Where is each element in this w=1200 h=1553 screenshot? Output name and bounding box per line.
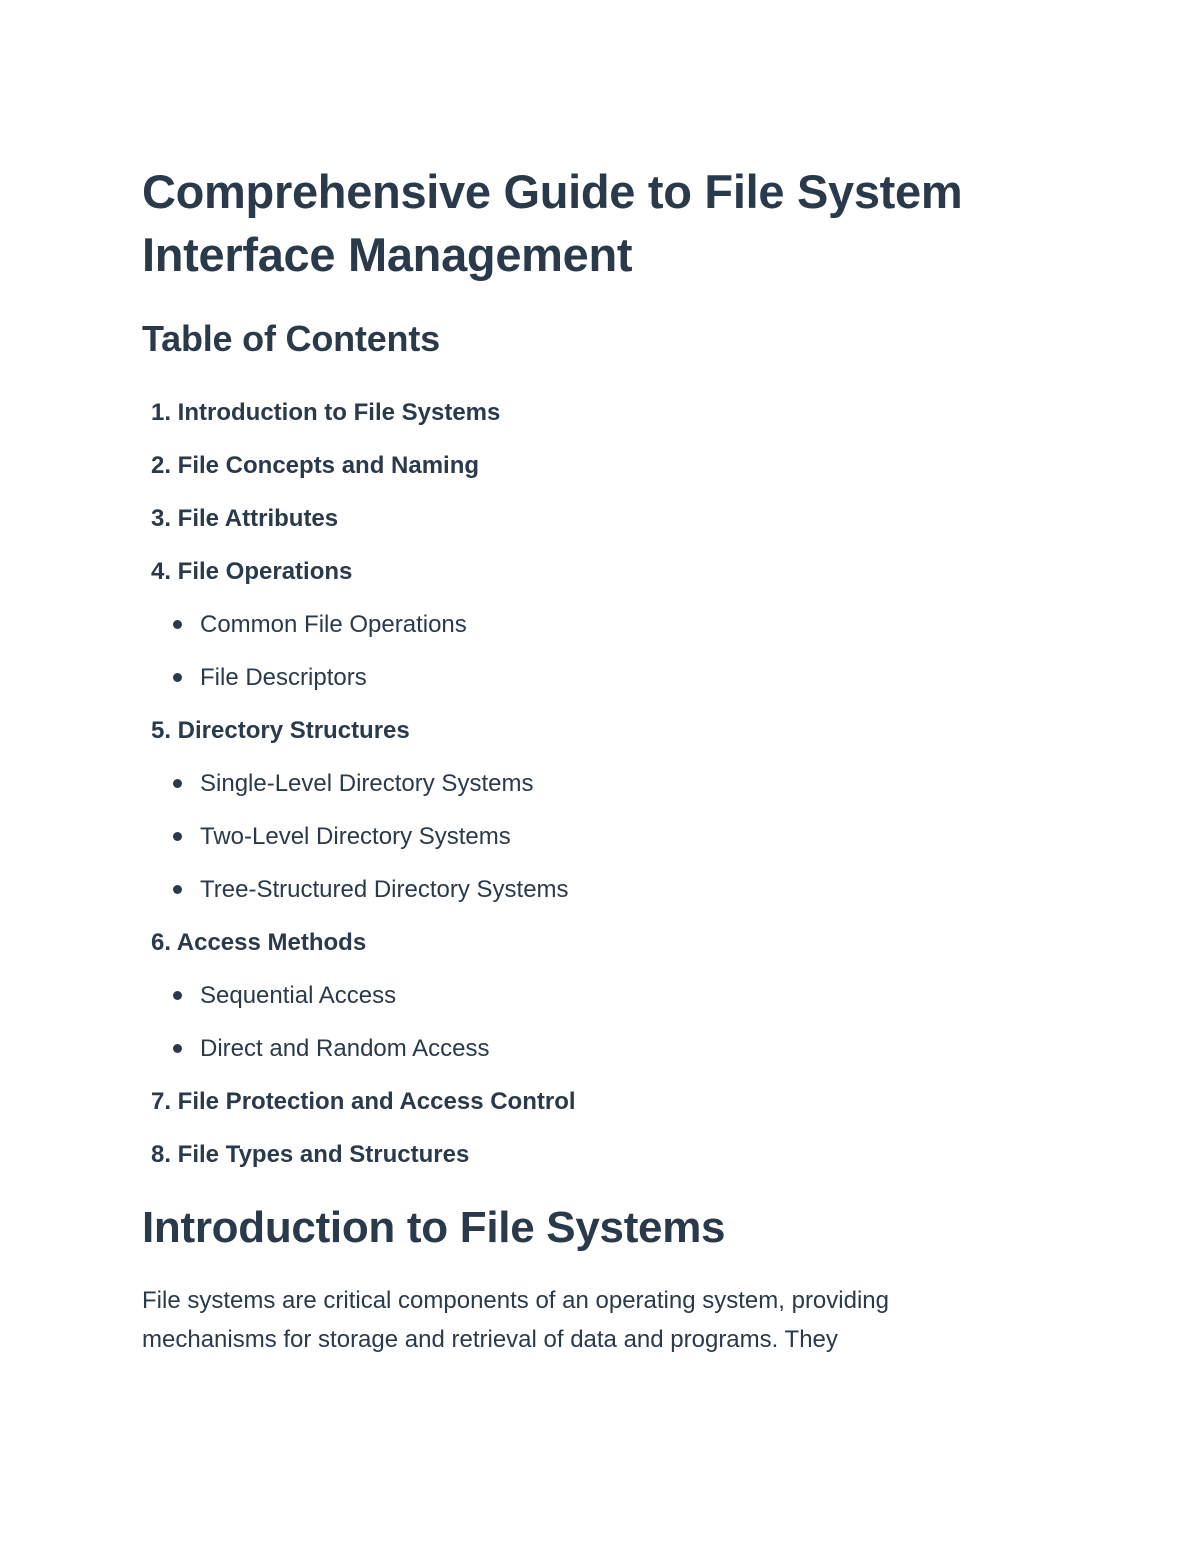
- toc-item-number: 7.: [150, 1088, 171, 1115]
- section-heading: Introduction to File Systems: [142, 1203, 726, 1252]
- toc-subitem-label[interactable]: Single-Level Directory Systems: [200, 770, 534, 797]
- intro-paragraph: File systems are critical components of an operating system, providing mechanisms for storage and retrieval of data and programs. They: [142, 1287, 889, 1353]
- toc-subitem-label[interactable]: Common File Operations: [200, 611, 467, 638]
- toc-item[interactable]: [142, 704, 1042, 916]
- toc-item[interactable]: [142, 916, 1042, 1075]
- toc-subitem[interactable]: [142, 810, 1042, 863]
- bullet-icon: [173, 885, 182, 894]
- toc-item-number: 8.: [150, 1141, 171, 1168]
- bullet-icon: [173, 991, 182, 1000]
- toc-subitem-label[interactable]: Two-Level Directory Systems: [200, 823, 511, 850]
- toc-sublist: [142, 598, 1042, 704]
- toc-subitem[interactable]: [142, 969, 1042, 1022]
- bullet-icon: [173, 1044, 182, 1053]
- toc-item-label[interactable]: Introduction to File Systems: [177, 399, 501, 426]
- toc-item-number: 2.: [150, 452, 171, 479]
- toc-subitem-label[interactable]: Tree-Structured Directory Systems: [200, 876, 569, 903]
- bullet-icon: [173, 620, 182, 629]
- toc-subitem[interactable]: [142, 863, 1042, 916]
- bullet-icon: [173, 779, 182, 788]
- toc-item[interactable]: [142, 386, 1042, 439]
- toc-subitem-label[interactable]: Sequential Access: [200, 982, 397, 1009]
- bullet-icon: [173, 832, 182, 841]
- toc-subitem[interactable]: [142, 651, 1042, 704]
- toc-sublist: [142, 969, 1042, 1075]
- document-title: Comprehensive Guide to File System Interface Management: [142, 165, 963, 281]
- toc-item[interactable]: [142, 1075, 1042, 1128]
- toc-item-number: 1.: [150, 399, 171, 426]
- toc-subitem-label[interactable]: File Descriptors: [200, 664, 367, 691]
- toc-item[interactable]: [142, 1128, 1042, 1181]
- table-of-contents: [142, 386, 1042, 1181]
- toc-item-label[interactable]: Directory Structures: [177, 717, 410, 744]
- toc-item[interactable]: [142, 492, 1042, 545]
- toc-item-number: 5.: [150, 717, 171, 744]
- toc-item-label[interactable]: File Operations: [177, 558, 353, 585]
- toc-subitem-label[interactable]: Direct and Random Access: [200, 1035, 490, 1062]
- toc-item-label[interactable]: File Concepts and Naming: [177, 452, 480, 479]
- toc-item-label[interactable]: Access Methods: [176, 929, 367, 956]
- bullet-icon: [173, 673, 182, 682]
- toc-item[interactable]: [142, 545, 1042, 704]
- toc-subitem[interactable]: [142, 598, 1042, 651]
- toc-sublist: [142, 757, 1042, 916]
- toc-item-number: 6.: [150, 929, 171, 956]
- toc-item-label[interactable]: File Attributes: [177, 505, 339, 532]
- toc-item-number: 4.: [150, 558, 171, 585]
- toc-item[interactable]: [142, 439, 1042, 492]
- toc-heading: Table of Contents: [142, 318, 440, 359]
- toc-subitem[interactable]: [142, 1022, 1042, 1075]
- toc-subitem[interactable]: [142, 757, 1042, 810]
- toc-item-label[interactable]: File Protection and Access Control: [177, 1088, 576, 1115]
- toc-item-number: 3.: [150, 505, 171, 532]
- document-page: [142, 160, 1042, 1359]
- toc-item-label[interactable]: File Types and Structures: [177, 1141, 470, 1168]
